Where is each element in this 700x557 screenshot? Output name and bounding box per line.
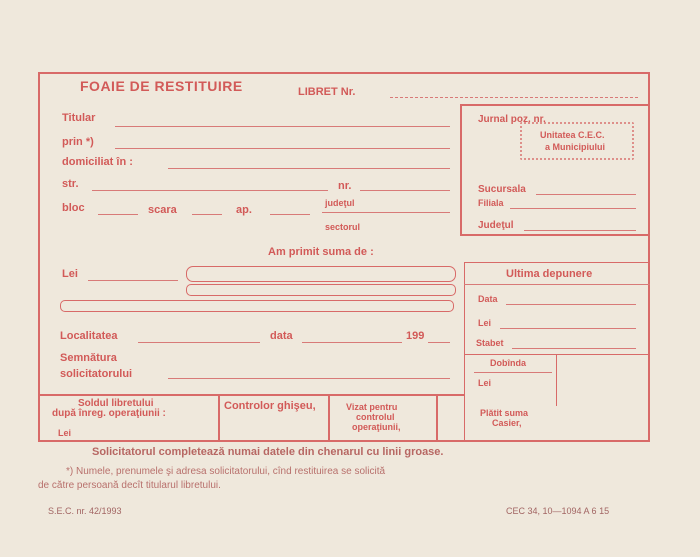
bloc-label: bloc <box>62 202 85 214</box>
str-line <box>92 190 328 191</box>
nr-label: nr. <box>338 180 352 192</box>
ultima-data-label: Data <box>478 294 498 304</box>
str-label: str. <box>62 178 79 190</box>
stamp-line-1: Unitatea C.E.C. <box>540 130 605 140</box>
vizat-label-2: controlul <box>356 412 395 422</box>
bottom-divider-1 <box>218 394 220 442</box>
domiciliat-line <box>168 168 450 169</box>
platit-label-2: Casier, <box>492 418 522 428</box>
nr-line <box>360 190 450 191</box>
year-label: 199 <box>406 330 425 342</box>
jurnal-label: Jurnal poz. nr. <box>478 114 546 125</box>
footer-note-1: Solicitatorul completează numai datele din chenarul cu linii groase. <box>92 446 444 458</box>
footer-note-2b: de către persoană decît titularul libretului. <box>38 480 221 491</box>
bloc-line <box>98 214 138 215</box>
controlor-label: Controlor ghişeu, <box>224 400 316 412</box>
cec-stamp <box>520 122 634 160</box>
ultima-lei-line <box>500 328 636 329</box>
ap-line <box>270 214 310 215</box>
data-label: data <box>270 330 293 342</box>
dobanda-label: Dobînda <box>490 358 526 368</box>
judetul-right-label: Judeţul <box>478 220 514 231</box>
judetul-line <box>322 212 450 213</box>
libret-line <box>390 97 638 98</box>
bottom-divider-2 <box>328 394 330 442</box>
sucursala-line <box>536 194 636 195</box>
stabet-line <box>512 348 636 349</box>
stabet-label: Stabet <box>476 338 504 348</box>
sold-lei-label: Lei <box>58 428 72 438</box>
bottom-divider-3 <box>436 394 438 442</box>
ultima-title: Ultima depunere <box>506 268 593 280</box>
dobanda-lei-label: Lei <box>478 378 492 388</box>
lei-label: Lei <box>62 268 78 280</box>
sucursala-label: Sucursala <box>478 184 526 195</box>
titular-label: Titular <box>62 112 96 124</box>
semnatura-line <box>168 378 450 379</box>
semnatura-label-1: Semnătura <box>60 352 117 364</box>
ultima-title-rule <box>464 284 650 285</box>
scara-label: scara <box>148 204 177 216</box>
scara-line <box>192 214 222 215</box>
judetul-label: judeţul <box>325 198 355 208</box>
data-line <box>302 342 402 343</box>
titular-line <box>115 126 450 127</box>
dobanda-divider <box>464 354 650 355</box>
localitatea-line <box>138 342 260 343</box>
stamp-line-2: a Municipiului <box>545 142 605 152</box>
dobanda-vertical <box>556 354 557 406</box>
am-primit-label: Am primit suma de : <box>268 246 374 258</box>
prin-label: prin *) <box>62 136 94 148</box>
filiala-label: Filiala <box>478 198 504 208</box>
ultima-data-line <box>506 304 636 305</box>
sold-label-2: după înreg. operaţiunii : <box>52 408 166 419</box>
domiciliat-label: domiciliat în : <box>62 156 133 168</box>
sectorul-label: sectorul <box>325 222 361 232</box>
vizat-label-1: Vizat pentru <box>346 402 398 412</box>
sold-label-1: Soldul libretului <box>78 398 154 409</box>
footer-note-2a: *) Numele, prenumele şi adresa solicitatorului, cînd restituirea se solicită <box>66 466 386 477</box>
year-line <box>428 342 450 343</box>
localitatea-label: Localitatea <box>60 330 118 342</box>
libret-label: LIBRET Nr. <box>298 86 356 98</box>
amount-box-3 <box>60 300 454 312</box>
bottom-row-rule <box>38 394 464 396</box>
amount-box-1 <box>186 266 456 282</box>
ap-label: ap. <box>236 204 252 216</box>
lei-line <box>88 280 178 281</box>
semnatura-label-2: solicitatorului <box>60 368 133 380</box>
footer-code-right: CEC 34, 10—1094 A 6 15 <box>506 506 610 516</box>
vizat-label-3: operaţiunii, <box>352 422 401 432</box>
amount-box-2 <box>186 284 456 296</box>
dobanda-line <box>474 372 552 373</box>
form-title: FOAIE DE RESTITUIRE <box>80 78 243 94</box>
platit-label-1: Plătit suma <box>480 408 529 418</box>
filiala-line <box>510 208 636 209</box>
prin-line <box>115 148 450 149</box>
footer-code-left: S.E.C. nr. 42/1993 <box>48 506 122 516</box>
judetul-right-line <box>524 230 636 231</box>
ultima-lei-label: Lei <box>478 318 492 328</box>
